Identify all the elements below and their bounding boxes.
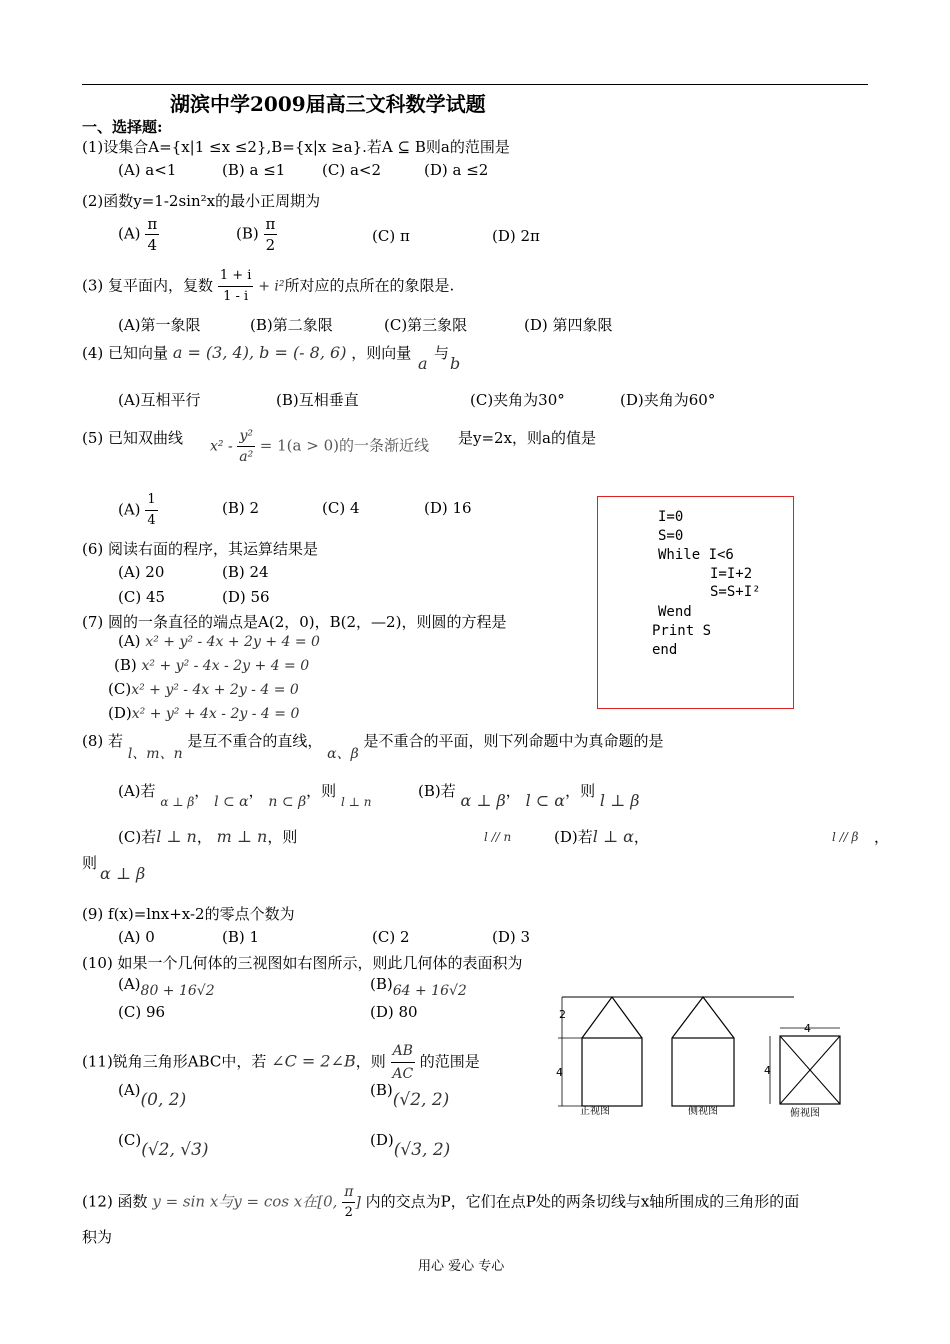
q1-option-d: (D) a ≤2 <box>424 161 489 179</box>
q5-option-b: (B) 2 <box>222 499 260 517</box>
q8-d-condition: l // β <box>832 830 859 844</box>
q4-option-a: (A)互相平行 <box>118 391 201 409</box>
q4-option-d: (D)夹角为60° <box>620 391 716 409</box>
side-view <box>672 997 734 1106</box>
q9-option-b: (B) 1 <box>222 928 260 946</box>
q7-option-c: (C)x² + y² - 4x + 2y - 4 = 0 <box>108 680 299 698</box>
q2-option-c: (C) π <box>372 227 410 245</box>
program-box <box>597 496 794 709</box>
program-line-1: I=0 <box>658 509 684 525</box>
q8-option-d: (D)若l ⊥ α， <box>554 827 649 846</box>
program-line-6: Wend <box>658 604 692 620</box>
q2-b-fraction: $\frac{\pi}{2}$ <box>265 215 276 254</box>
q7-option-a: (A) x² + y² - 4x + 2y + 4 = 0 <box>118 632 320 650</box>
q2-a-fraction: $\frac{\pi}{4}$ <box>147 215 158 254</box>
q4-stem: (4) 已知向量 a = (3, 4), b = (- 8, 6) ，则向量 <box>82 343 412 362</box>
top-view <box>770 1028 840 1104</box>
q2-option-a: (A) $\frac{\pi}{4}$ <box>118 215 158 254</box>
q9-stem: (9) f(x)=lnx+x-2的零点个数为 <box>82 905 295 923</box>
q10-option-d: (D) 80 <box>370 1003 418 1021</box>
q8-c-conclusion: l // n <box>484 830 512 844</box>
q3-option-c: (C)第三象限 <box>384 316 468 334</box>
q7-stem: (7) 圆的一条直径的端点是A(2，0)，B(2，—2)，则圆的方程是 <box>82 613 507 631</box>
q9-option-d: (D) 3 <box>492 928 531 946</box>
q4-option-c: (C)夹角为30° <box>470 391 565 409</box>
q1-option-c: (C) a<2 <box>322 161 382 179</box>
label-side-view: 侧视图 <box>688 1106 718 1117</box>
label-front-view: 正视图 <box>580 1106 610 1117</box>
q6-option-d: (D) 56 <box>222 588 270 606</box>
q1-option-b: (B) a ≤1 <box>222 161 286 179</box>
program-line-7: Print S <box>652 623 712 639</box>
q3-option-a: (A)第一象限 <box>118 316 201 334</box>
q12-stem: (12) 函数 y = sin x与y = cos x在[0, $\frac{\pi}{2}$ ] 内的交点为P，它们在点P处的两条切线与x轴所围成的三角形的面 <box>82 1184 800 1220</box>
q2-option-b: (B) $\frac{\pi}{2}$ <box>236 215 276 254</box>
q10-option-a: (A)80 + 16√2 <box>118 975 215 999</box>
program-line-8: end <box>652 642 678 658</box>
header-rule <box>82 84 868 85</box>
front-view <box>558 997 794 1106</box>
q8-option-c: (C)若l ⊥ n， m ⊥ n，则 <box>118 827 298 846</box>
q4-option-b: (B)互相垂直 <box>276 391 359 409</box>
dim-4-top-height: 4 <box>764 1064 771 1077</box>
q5-stem-b: 是y=2x，则a的值是 <box>458 429 596 447</box>
q9-option-a: (A) 0 <box>118 928 155 946</box>
program-line-4: I=I+2 <box>710 566 753 582</box>
q6-option-a: (A) 20 <box>118 563 165 581</box>
page-footer: 用心 爱心 专心 <box>418 1259 505 1274</box>
q4-vector-a: a <box>418 354 428 373</box>
q8-d-then: 则 <box>82 854 98 872</box>
q10-option-b: (B)64 + 16√2 <box>370 975 467 999</box>
q11-option-b: (B)(√2, 2) <box>370 1081 450 1110</box>
dim-4-front: 4 <box>556 1066 563 1079</box>
q10-option-c: (C) 96 <box>118 1003 166 1021</box>
q11-option-a: (A)(0, 2) <box>118 1081 187 1110</box>
q2-option-d: (D) 2π <box>492 227 540 245</box>
section-heading: 一、选择题: <box>82 118 163 136</box>
q4-vector-b: b <box>450 354 461 373</box>
q11-option-c: (C)(√2, √3) <box>118 1131 209 1160</box>
three-views-figure <box>548 990 860 1122</box>
q12-stem-end: 积为 <box>82 1228 113 1246</box>
q5-option-c: (C) 4 <box>322 499 360 517</box>
q8-stem: (8) 若 l、m、n 是互不重合的直线， α、β 是不重合的平面，则下列命题中为真命题的是 <box>82 732 664 762</box>
q8-option-a: (A)若 $_{\alpha \perp \beta}$， l ⊂ α， n ⊂ β，则 $_{l \perp n}$ <box>118 782 372 810</box>
q6-option-c: (C) 45 <box>118 588 166 606</box>
program-line-3: While I<6 <box>658 547 734 563</box>
q6-option-b: (B) 24 <box>222 563 269 581</box>
q3-stem: (3) 复平面内，复数 $\frac{1 + i}{1 - i}$ + i²所对应的点所在的象限是. <box>82 266 454 307</box>
q8-option-b: (B)若 α ⊥ β， l ⊂ α，则 l ⊥ β <box>418 782 640 810</box>
q8-d-comma: ， <box>874 828 890 846</box>
q5-hyperbola: x² - $\frac{\text{y²}}{\text{a²}}$ = 1(a > 0)的一条渐近线 <box>210 428 429 465</box>
q9-option-c: (C) 2 <box>372 928 410 946</box>
q3-option-d: (D) 第四象限 <box>524 316 613 334</box>
q8-d-conclusion: α ⊥ β <box>100 864 146 883</box>
dim-4-top-width: 4 <box>804 1022 811 1035</box>
dim-2: 2 <box>559 1008 566 1021</box>
q5-option-a: (A) $\frac{1}{4}$ <box>118 492 156 528</box>
q7-option-d: (D)x² + y² + 4x - 2y - 4 = 0 <box>108 704 300 722</box>
q3-option-b: (B)第二象限 <box>250 316 333 334</box>
q3-fraction: $\frac{1 + i}{1 - i}$ <box>219 268 252 304</box>
q1-option-a: (A) a<1 <box>118 161 177 179</box>
page-title: 湖滨中学2009届高三文科数学试题 <box>170 92 486 116</box>
label-top-view: 俯视图 <box>790 1108 820 1119</box>
q2-stem: (2)函数y=1-2sin²x的最小正周期为 <box>82 192 321 210</box>
q4-and: 与 <box>434 344 450 362</box>
q11-stem: (11)锐角三角形ABC中，若 ∠C = 2∠B，则 $\frac{AB}{AC}$ 的范围是 <box>82 1040 480 1085</box>
q1-stem: (1)设集合A={x|1 ≤x ≤2},B={x|x ≥a}.若A ⊆ B则a的范围是 <box>82 138 510 156</box>
program-line-5: S=S+I² <box>710 584 761 600</box>
program-line-2: S=0 <box>658 528 684 544</box>
q5-stem-a: (5) 已知双曲线 <box>82 429 184 447</box>
q11-option-d: (D)(√3, 2) <box>370 1131 451 1160</box>
q10-stem: (10) 如果一个几何体的三视图如右图所示，则此几何体的表面积为 <box>82 954 523 972</box>
q7-option-b: (B) x² + y² - 4x - 2y + 4 = 0 <box>114 656 310 674</box>
q6-stem: (6) 阅读右面的程序，其运算结果是 <box>82 540 319 558</box>
q5-option-d: (D) 16 <box>424 499 472 517</box>
